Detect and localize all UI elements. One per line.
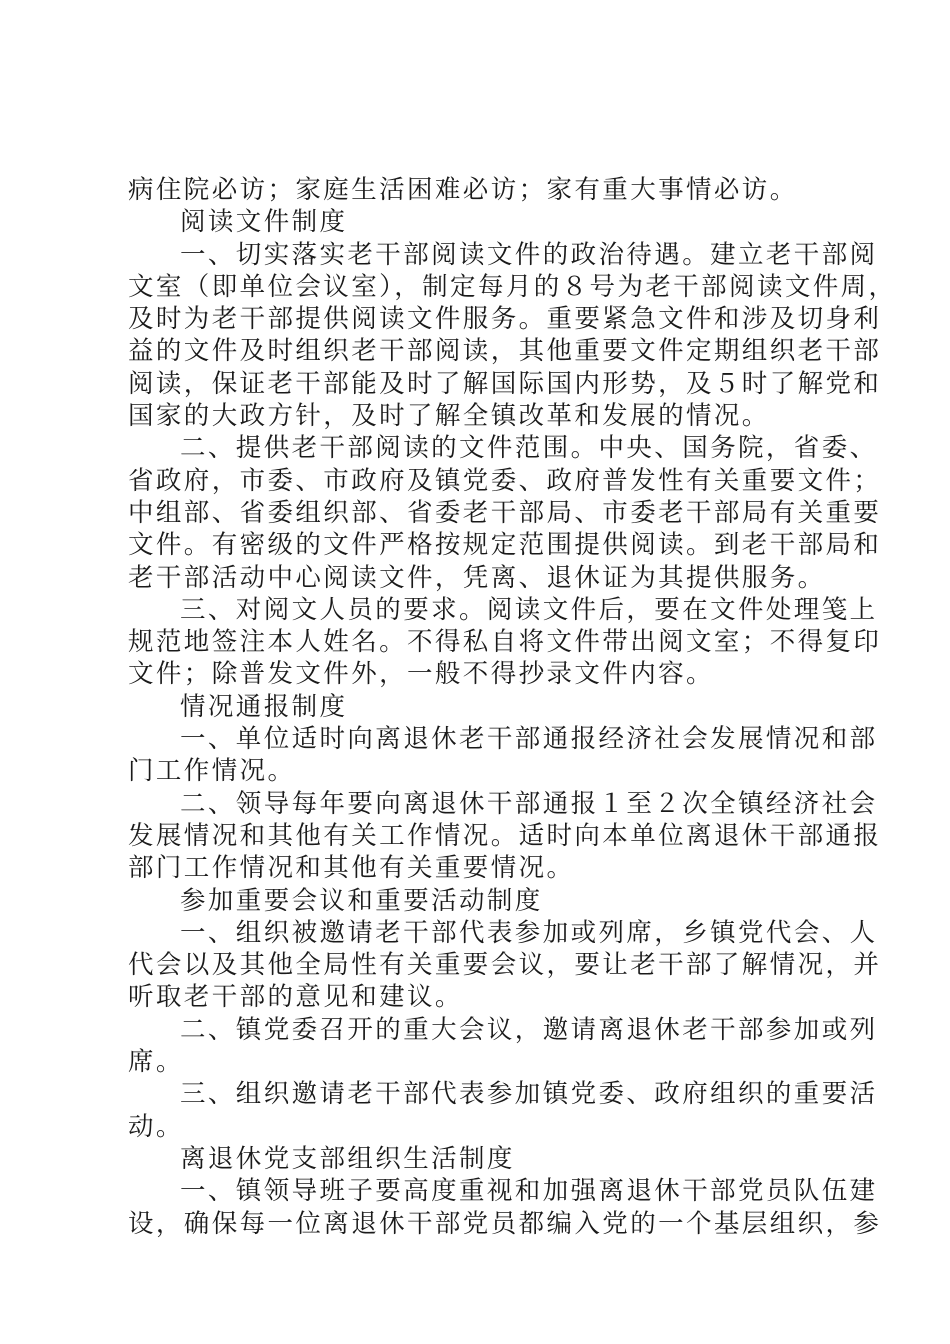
text-line: 三、对阅文人员的要求。阅读文件后，要在文件处理笺上 [180,594,878,625]
text-line: 三、组织邀请老干部代表参加镇党委、政府组织的重要活 [180,1079,878,1110]
section-heading: 参加重要会议和重要活动制度 [180,885,543,916]
section-heading: 阅读文件制度 [180,207,348,238]
text-line: 一、切实落实老干部阅读文件的政治待遇。建立老干部阅 [180,239,878,270]
text-line: 文件。有密级的文件严格按规定范围提供阅读。到老干部局和 [128,530,882,561]
text-line: 规范地签注本人姓名。不得私自将文件带出阅文室；不得复印 [128,627,882,658]
text-line: 听取老干部的意见和建议。 [128,982,463,1013]
text-line: 二、提供老干部阅读的文件范围。中央、国务院，省委、 [180,433,878,464]
text-line: 病住院必访；家庭生活困难必访；家有重大事情必访。 [128,175,798,205]
text-line: 发展情况和其他有关工作情况。适时向本单位离退休干部通报 [128,820,882,851]
text-line: 及时为老干部提供阅读文件服务。重要紧急文件和涉及切身利 [128,304,882,335]
text-line: 门工作情况。 [128,756,296,787]
text-line: 二、镇党委召开的重大会议，邀请离退休老干部参加或列 [180,1014,878,1045]
section-heading: 离退休党支部组织生活制度 [180,1143,515,1174]
text-line: 文室（即单位会议室），制定每月的８号为老干部阅读文件周， [128,271,897,302]
text-line: 代会以及其他全局性有关重要会议，要让老干部了解情况，并 [128,950,882,981]
text-line: 阅读，保证老干部能及时了解国际国内形势，及５时了解党和 [128,368,882,399]
text-line: 省政府，市委、市政府及镇党委、政府普发性有关重要文件； [128,465,882,496]
text-line: 文件；除普发文件外，一般不得抄录文件内容。 [128,659,714,690]
text-line: 部门工作情况和其他有关重要情况。 [128,853,575,884]
text-line: 益的文件及时组织老干部阅读，其他重要文件定期组织老干部 [128,336,882,367]
text-line: 设，确保每一位离退休干部党员都编入党的一个基层组织，参 [128,1208,882,1239]
text-line: 一、组织被邀请老干部代表参加或列席，乡镇党代会、人 [180,917,878,948]
text-line: 席。 [128,1047,184,1078]
text-line: 动。 [128,1111,184,1142]
text-line: 国家的大政方针，及时了解全镇改革和发展的情况。 [128,401,770,432]
text-line: 一、单位适时向离退休老干部通报经济社会发展情况和部 [180,724,878,755]
document-body [128,174,897,1240]
text-line: 老干部活动中心阅读文件，凭离、退休证为其提供服务。 [128,562,826,593]
text-line: 一、镇领导班子要高度重视和加强离退休干部党员队伍建 [180,1176,878,1207]
section-heading: 情况通报制度 [180,691,348,722]
text-line: 中组部、省委组织部、省委老干部局、市委老干部局有关重要 [128,497,882,528]
text-line: 二、领导每年要向离退休干部通报１至２次全镇经济社会 [180,788,878,819]
